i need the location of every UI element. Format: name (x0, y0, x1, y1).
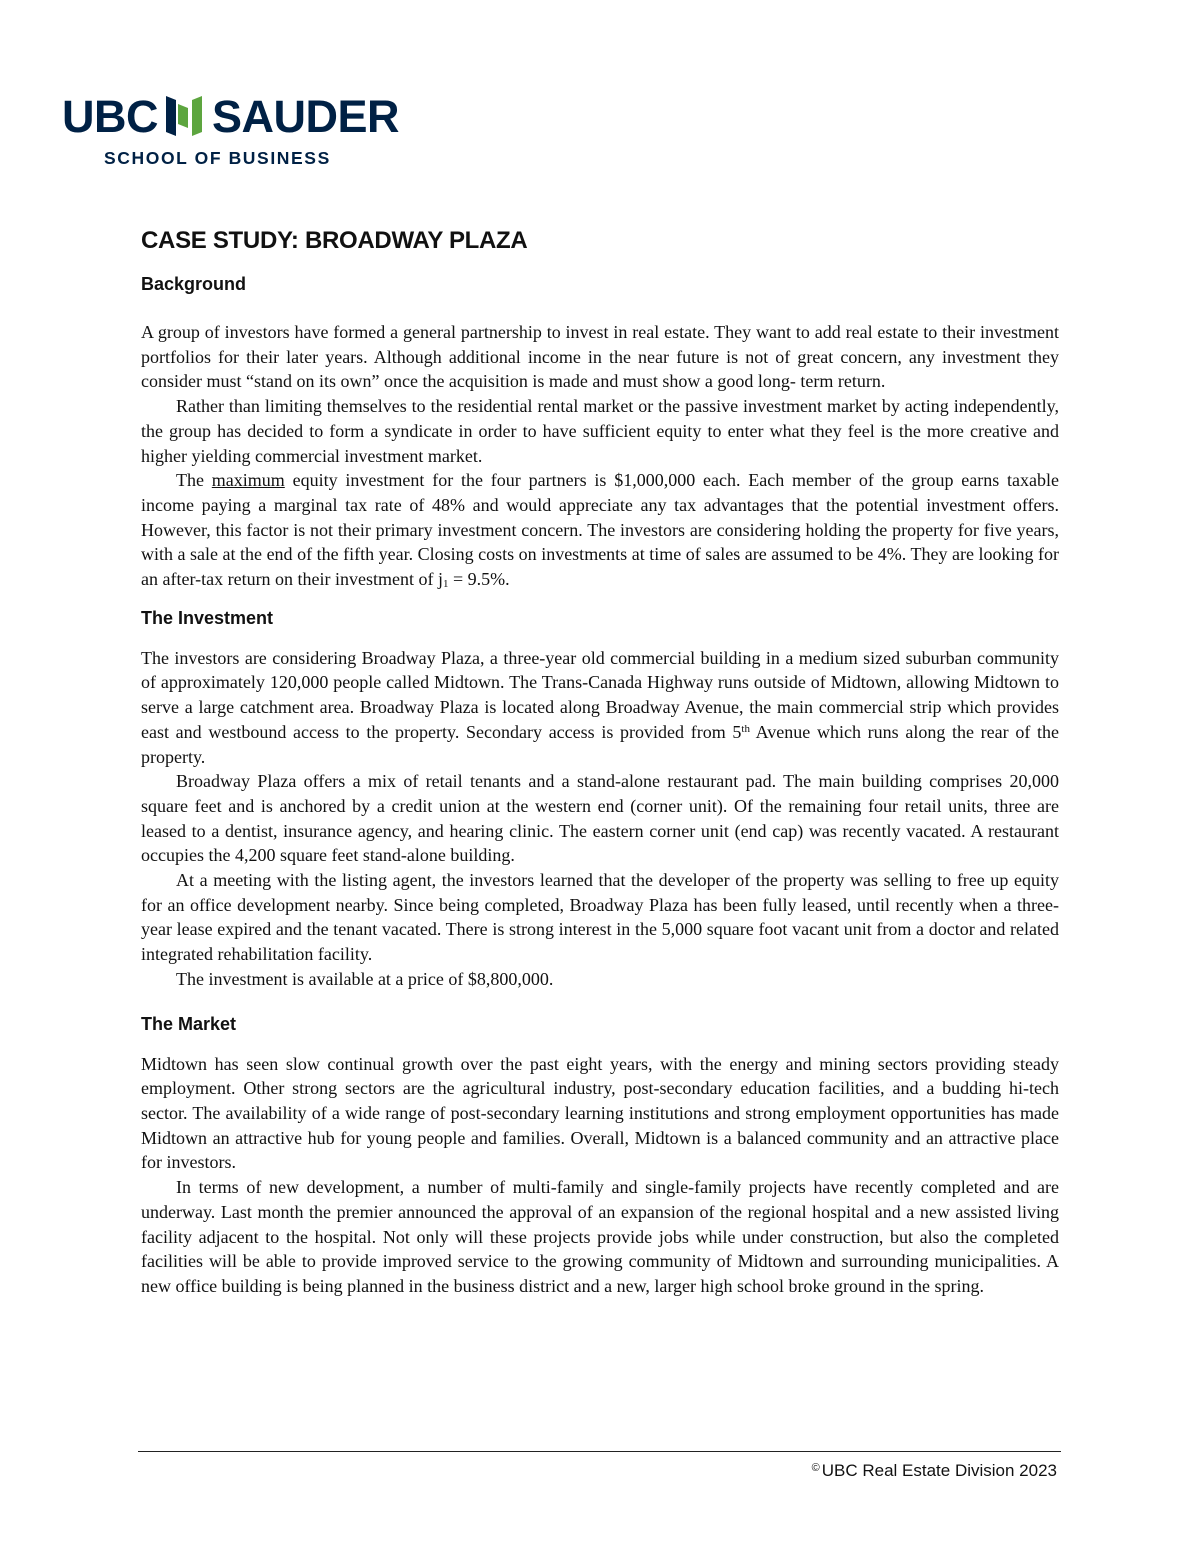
heading-investment: The Investment (141, 607, 274, 628)
paragraph: Broadway Plaza offers a mix of retail tenants and a stand-alone restaurant pad. The main building comprises 20,000 square feet and is anchored by a credit union at the western end (corner unit). Of the remaining four retail units, three are leased to a dentist, insurance agency, and hearing clinic. The eastern corner unit (end cap) was recently vacated. A restaurant occupies the 4,200 square feet stand-alone building. (141, 771, 1059, 866)
heading-background: Background (141, 274, 247, 294)
footer-text: UBC Real Estate Division 2023 (821, 1461, 1057, 1480)
logo-gate-icon (164, 92, 204, 143)
footer-divider (138, 1451, 1061, 1452)
paragraph: Midtown has seen slow continual growth over the past eight years, with the energy and mining sectors providing steady employment. Other strong sectors are the agricultural industry, post-secondary education facilities, and a budding hi-tech sector. The availability of a wide range of post-secondary learning institutions and strong employment opportunities has made Midtown an attractive hub for young people and families. Overall, Midtown is a balanced community and an attractive place for investors. (141, 1053, 1059, 1173)
footer (812, 1461, 1057, 1481)
paragraph: At a meeting with the listing agent, the investors learned that the developer of the property was selling to free up equity for an office development nearby. Since being completed, Broadway Plaza has been fully leased, until recently when a three-year lease expired and the tenant vacated. There is strong interest in the 5,000 square foot vacant unit from a doctor and related integrated rehabilitation facility. (141, 870, 1059, 965)
document-body (141, 226, 1059, 1299)
copyright-icon: © (811, 1462, 820, 1474)
ubc-sauder-logo (62, 92, 402, 172)
paragraph: In terms of new development, a number of multi-family and single-family projects have recently completed and are underway. Last month the premier announced the approval of an expansion of the regional hospital and a new assisted living facility adjacent to the hospital. Not only will these projects provide jobs while under construction, but also the completed facilities will be able to provide improved service to the growing community of Midtown and surrounding municipalities. A new office building is being planned in the business district and a new, larger high school broke ground in the spring. (141, 1177, 1059, 1296)
paragraph: A group of investors have formed a general partnership to invest in real estate. They want to add real estate to their investment portfolios for their later years. Although additional income in the near future is not of great concern, any investment they consider must “stand on its own” once the acquisition is made and must show a good long- term return. (141, 322, 1059, 392)
paragraph (141, 646, 1059, 770)
logo-word-ubc: UBC (62, 91, 158, 142)
paragraph: Rather than limiting themselves to the residential rental market or the passive investment market by acting independently, the group has decided to form a syndicate in order to have sufficient equity to enter what they feel is the more creative and higher yielding commercial investment market. (141, 396, 1059, 466)
text-run: equity investment for the four partners is $1,000,000 each. Each member of the group earns taxable income paying a marginal tax rate of 48% and would appreciate any tax advantages that the potential investment offers. However, this factor is not their primary investment concern. The investors are considering holding the property for five years, with a sale at the end of the fifth year. Closing costs on investments at time of sales are assumed to be 4%. They are looking for an after-tax return on their investment of j (141, 470, 1060, 590)
section-background (141, 320, 1059, 592)
section-investment (141, 646, 1059, 992)
superscript: th (741, 722, 750, 735)
logo-subtitle: SCHOOL OF BUSINESS (104, 148, 331, 168)
logo-wordmark (62, 92, 402, 142)
paragraph (141, 468, 1059, 592)
subscript: 1 (443, 578, 449, 591)
text-run: The (176, 470, 212, 491)
heading-market: The Market (141, 1013, 237, 1034)
underlined-text: maximum (211, 470, 285, 491)
logo-word-sauder: SAUDER (212, 91, 400, 142)
section-market (141, 1052, 1059, 1299)
text-run: = 9.5%. (448, 569, 510, 590)
paragraph: The investment is available at a price of $8,800,000. (176, 968, 554, 989)
text-run: The investors are considering Broadway Plaza, a three-year old commercial building in a medium sized suburban community of approximately 120,000 people called Midtown. The Trans-Canada Highway runs outside of Midtown, allowing Midtown to serve a large catchment area. Broadway Plaza is located along Broadway Avenue, the main commercial strip which provides east and westbound access to the property. Secondary access is provided from 5 (141, 647, 1059, 742)
document-title: CASE STUDY: BROADWAY PLAZA (141, 227, 528, 254)
text-run: Avenue which runs along the rear of the property. (141, 721, 1060, 767)
